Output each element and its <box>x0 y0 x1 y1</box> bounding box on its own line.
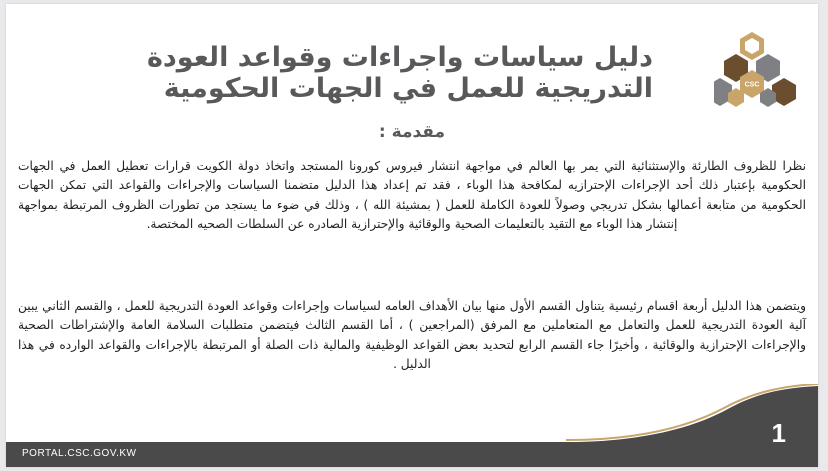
document-page <box>6 4 818 467</box>
logo-text: CSC <box>744 81 760 89</box>
paragraph-1: نظرا للظروف الطارئة والإستثنائية التي يمر بها العالم في مواجهة انتشار فيروس كورونا المستجد واتخاذ دولة الكويت قرارات تعطيل العمل في الجهات الحكومية بإعتبار ذلك أحد الإجراءات الإحترازيه لمكافحة هذا الوباء ، فقد تم إعداد هذا الدليل متضمنا السياسات والإجراءات والقواعد التي تمكن الجهات الحكومية من متابعة أعمالها بشكل تدريجي وصولاً للعودة الكاملة للعمل ( بمشيئة الله ) ، وذلك في ضوء ما يستجد من تطورات الظروف المرتبطة بمواجهة إنتشار هذا الوباء مع التقيد بالتعليمات الصحية والوقائية والإحترازية الصادره عن السلطات الصحيه المختصة. <box>18 159 806 232</box>
title-line-1: دليل سياسات واجراءات وقواعد العودة <box>146 42 653 73</box>
footer-wave-decoration <box>6 384 818 444</box>
footer-url[interactable]: PORTAL.CSC.GOV.KW <box>22 448 137 459</box>
document-title <box>133 42 653 104</box>
csc-logo-icon <box>714 30 798 114</box>
paragraph-2: ويتضمن هذا الدليل أربعة اقسام رئيسية يتناول القسم الأول منها بيان الأهداف العامه لسياسات وإجراءات وقواعد العودة التدريجية للعمل ، والقسم الثاني يبين آلية العودة التدريجية للعمل والتعامل مع المتعاملين مع المرفق (المراجعين ) ، أما القسم الثالث فيتضمن متطلبات السلامة العامة والإشتراطات الصحية والإجراءات الإحترازية والوقائية ، وأخيرًا جاء القسم الرابع لتحديد بعض القواعد الوظيفية والمالية ذات الصلة أو المرتبطة بالإجراءات والقواعد الوارده في هذا الدليل . <box>18 299 806 372</box>
intro-heading: مقدمة : <box>378 122 446 142</box>
page-number: 1 <box>771 418 786 448</box>
title-line-2: التدريجية للعمل في الجهات الحكومية <box>163 73 653 104</box>
